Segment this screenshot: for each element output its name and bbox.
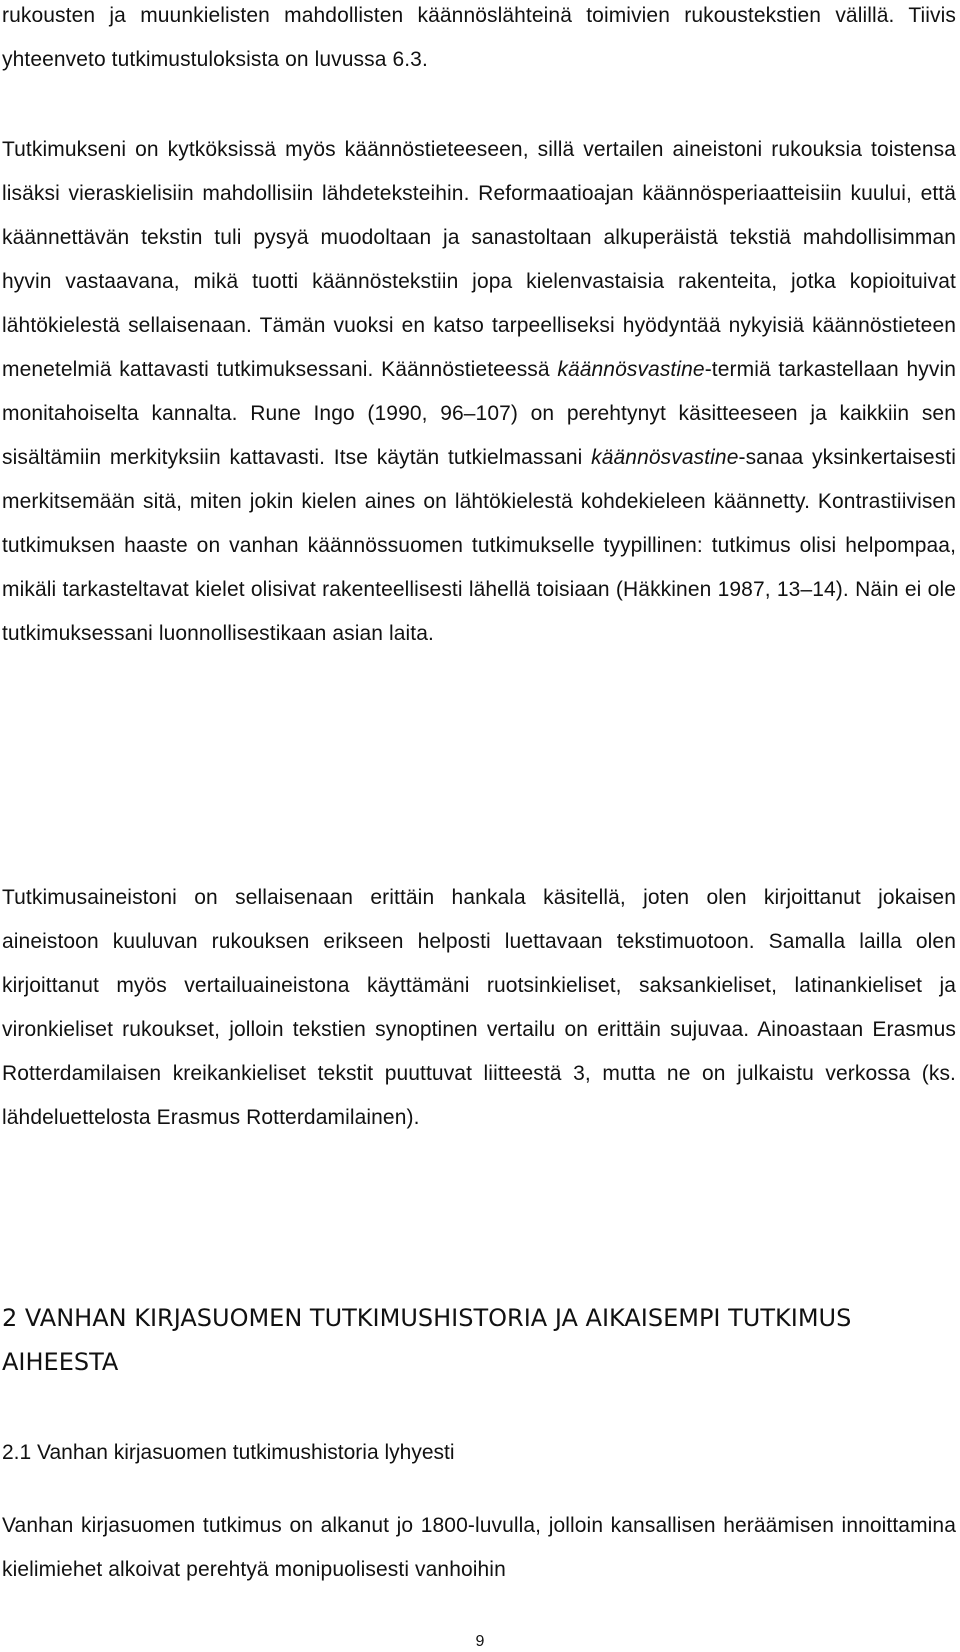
- italic-term: käännösvastine: [557, 358, 705, 381]
- paragraph-text: -termiä tarkastellaan hyvin monitahoiselta kannalta. Rune Ingo (1990, 96–107) on perehtynyt käsitteeseen ja kaikkiin sen sisältämiin merkityksiin kattavasti. Itse käytän tutkielmassani: [2, 358, 956, 469]
- paragraph-translation-studies: [2, 128, 956, 656]
- page-number: 9: [475, 1633, 485, 1650]
- paragraph-research-material: [2, 876, 956, 1140]
- paragraph-text: rukousten ja muunkielisten mahdollisten käännöslähteinä toimivien rukoustekstien välillä. Tiivis yhteenveto tutkimustuloksista on luvussa 6.3.: [2, 4, 956, 71]
- paragraph-text: Vanhan kirjasuomen tutkimus on alkanut jo 1800-luvulla, jolloin kansallisen heräämisen innoittamina kielimiehet alkoivat perehtyä monipuolisesti vanhoihin: [2, 1514, 956, 1581]
- paragraph-text: Tutkimukseni on kytköksissä myös käännöstieteeseen, sillä vertailen aineistoni rukouksia toistensa lisäksi vieraskielisiin mahdollisiin lähdeteksteihin. Reformaatioajan käännösperiaatteisiin kuului, että käännettävän tekstin tuli pysyä muodoltaan ja sanastoltaan alkuperäistä tekstiä mahdollisimman hyvin vastaavana, mikä tuotti käännöstekstiin jopa kielenvastaisia rakenteita, jotka kopioituivat lähtökielestä sellaisenaan. Tämän vuoksi en katso tarpeelliseksi hyödyntää nykyisiä käännöstieteen menetelmiä kattavasti tutkimuksessani. Käännöstieteessä: [2, 138, 956, 381]
- chapter-heading: 2 VANHAN KIRJASUOMEN TUTKIMUSHISTORIA JA AIKAISEMPI TUTKIMUS AIHEESTA: [2, 1304, 852, 1376]
- italic-term: käännösvastine: [591, 446, 739, 469]
- paragraph-intro-continuation: [2, 0, 956, 82]
- paragraph-text: Tutkimusaineistoni on sellaisenaan erittäin hankala käsitellä, joten olen kirjoittanut jokaisen aineistoon kuuluvan rukouksen erikseen helposti luettavaan tekstimuotoon. Samalla lailla olen kirjoittanut myös vertailuaineistona käyttämäni ruotsinkieliset, saksankieliset, latinankieliset ja vironkieliset rukoukset, jolloin tekstien synoptinen vertailu on erittäin sujuvaa. Ainoastaan Erasmus Rotterdamilaisen kreikankieliset tekstit puuttuvat liitteestä 3, mutta ne on julkaistu verkossa (ks. lähdeluettelosta Erasmus Rotterdamilainen).: [2, 886, 956, 1129]
- paragraph-research-history: [2, 1504, 956, 1592]
- paragraph-text: -sanaa yksinkertaisesti merkitsemään sitä, miten jokin kielen aines on lähtökielestä kohdekieleen käännetty. Kontrastiivisen tutkimuksen haaste on vanhan käännössuomen tutkimukselle tyypillinen: tutkimus olisi helpompaa, mikäli tarkasteltavat kielet olisivat rakenteellisesti lähellä toisiaan (Häkkinen 1987, 13–14). Näin ei ole tutkimuksessani luonnollisestikaan asian laita.: [2, 446, 956, 645]
- section-heading: 2.1 Vanhan kirjasuomen tutkimushistoria lyhyesti: [2, 1441, 455, 1464]
